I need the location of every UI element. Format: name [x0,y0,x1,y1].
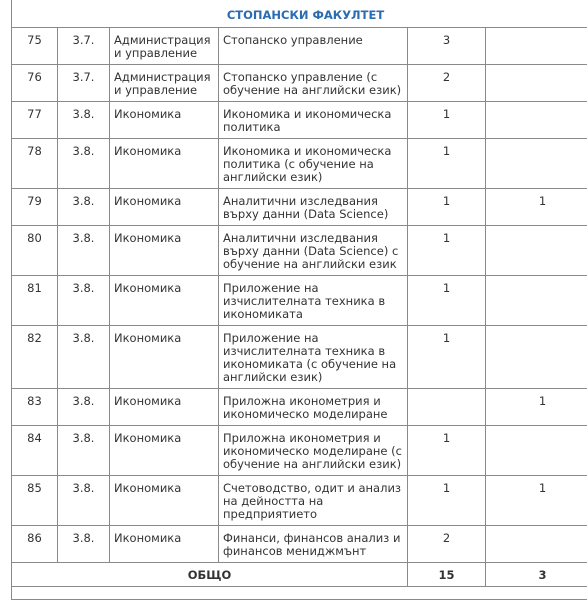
field-code: 3.7. [58,28,110,65]
table-row [12,139,587,189]
quota-count [408,389,486,426]
quota-count-2: 1 [486,189,587,226]
quota-count-2 [486,28,587,65]
quota-count: 1 [408,139,486,189]
field-code: 3.8. [58,526,110,563]
quota-count-2: 1 [486,389,587,426]
table-row [12,28,587,65]
professional-field: Администрация и управление [110,28,219,65]
quota-table [11,0,587,600]
row-number: 78 [12,139,58,189]
table-row [12,426,587,476]
faculty-header-row [12,0,587,28]
row-number: 77 [12,102,58,139]
row-number: 83 [12,389,58,426]
faculty-title: СТОПАНСКИ ФАКУЛТЕТ [12,0,587,28]
quota-count-2 [486,326,587,389]
professional-field: Икономика [110,189,219,226]
row-number: 79 [12,189,58,226]
professional-field: Икономика [110,526,219,563]
row-number: 76 [12,65,58,102]
field-code: 3.8. [58,226,110,276]
quota-count: 2 [408,65,486,102]
program-name: Приложение на изчислителната техника в икономиката (с обучение на английски език) [219,326,408,389]
field-code: 3.8. [58,276,110,326]
quota-count: 1 [408,426,486,476]
row-number: 75 [12,28,58,65]
quota-count: 1 [408,102,486,139]
quota-count: 1 [408,226,486,276]
program-name: Приложна иконометрия и икономическо моделиране [219,389,408,426]
professional-field: Икономика [110,226,219,276]
quota-count: 2 [408,526,486,563]
program-name: Приложна иконометрия и икономическо моделиране (с обучение на английски език) [219,426,408,476]
table-row [12,276,587,326]
quota-count-2 [486,139,587,189]
professional-field: Икономика [110,326,219,389]
professional-field: Икономика [110,389,219,426]
program-name: Аналитични изследвания върху данни (Data Science) с обучение на английски език [219,226,408,276]
professional-field: Икономика [110,139,219,189]
field-code: 3.8. [58,426,110,476]
quota-count: 1 [408,476,486,526]
total-quota: 15 [408,563,486,587]
field-code: 3.8. [58,389,110,426]
quota-count-2 [486,276,587,326]
program-name: Приложение на изчислителната техника в икономиката [219,276,408,326]
table-row [12,389,587,426]
table-row [12,226,587,276]
professional-field: Икономика [110,276,219,326]
quota-count: 1 [408,276,486,326]
table-next-row [12,587,587,600]
field-code: 3.8. [58,476,110,526]
field-code: 3.8. [58,139,110,189]
program-name: Стопанско управление [219,28,408,65]
quota-count-2 [486,426,587,476]
row-number: 80 [12,226,58,276]
program-name: Стопанско управление (с обучение на английски език) [219,65,408,102]
quota-count: 1 [408,326,486,389]
program-name: Аналитични изследвания върху данни (Data Science) [219,189,408,226]
field-code: 3.8. [58,102,110,139]
row-number: 82 [12,326,58,389]
total-label: ОБЩО [12,563,408,587]
table-row [12,65,587,102]
program-name: Счетоводство, одит и анализ на дейността на предприятието [219,476,408,526]
row-number: 85 [12,476,58,526]
quota-count-2 [486,102,587,139]
quota-count: 3 [408,28,486,65]
field-code: 3.7. [58,65,110,102]
row-number: 84 [12,426,58,476]
professional-field: Икономика [110,426,219,476]
field-code: 3.8. [58,189,110,226]
quota-count-2 [486,526,587,563]
total-quota-2: 3 [486,563,587,587]
table-row [12,102,587,139]
total-row [12,563,587,587]
program-name: Икономика и икономическа политика (с обучение на английски език) [219,139,408,189]
quota-count-2 [486,226,587,276]
program-name: Финанси, финансов анализ и финансов мениджмънт [219,526,408,563]
professional-field: Икономика [110,102,219,139]
professional-field: Икономика [110,476,219,526]
row-number: 81 [12,276,58,326]
professional-field: Администрация и управление [110,65,219,102]
field-code: 3.8. [58,326,110,389]
quota-count-2 [486,65,587,102]
table-row [12,526,587,563]
table-row [12,189,587,226]
row-number: 86 [12,526,58,563]
quota-count-2: 1 [486,476,587,526]
program-name: Икономика и икономическа политика [219,102,408,139]
table-row [12,476,587,526]
quota-count: 1 [408,189,486,226]
table-row [12,326,587,389]
